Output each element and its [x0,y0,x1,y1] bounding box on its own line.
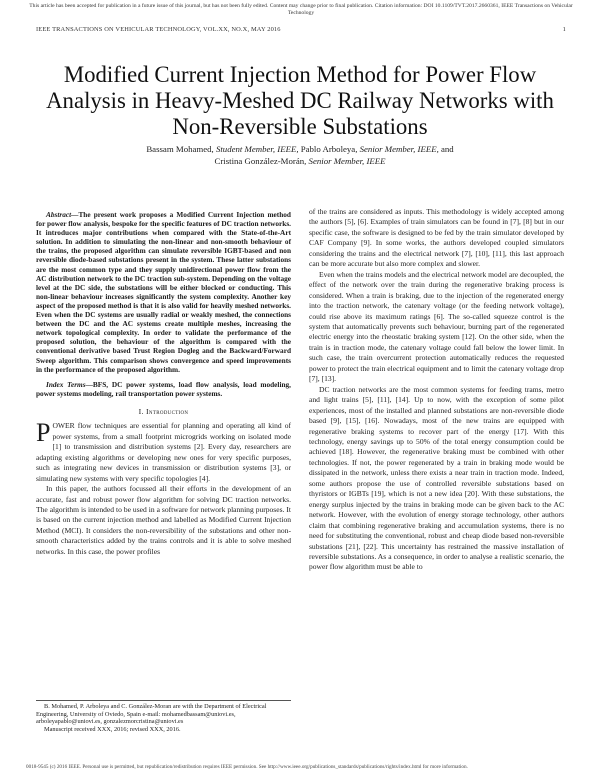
body-paragraph-1: of the trains are considered as inputs. This methodology is widely accepted among the authors [5], [6]. Examples of train simulators can be found in [7], [8] but in our specific case, the software is designed to be fed by the train simulator developed by CAF Company [9]. In some works, the authors developed coupled simulators considering the trains and the electrical network [7], [10], [11], this last approach can be more accurate but also more complex and slower. [309,207,564,269]
footnote-manuscript-dates: Manuscript received XXX, 2016; revised XXX, 2016. [44,726,181,734]
body-paragraph-2: Even when the trains models and the electrical network model are decoupled, the effect of the network over the train during the regenerative braking process is considered. When a train is braking, due to the injection of the regenerated energy into the traction network, the catenary voltage (or the feeding network voltage), could rise above its maximum ratings [6]. The so-called squeeze control is the system that automatically prevents such behaviour, burning part of the regenerated electric energy into the rheostatic braking system [12]. On the other side, when the train is in traction mode, the catenary voltage could fall below the lower limit. In such case, the train overcurrent protection automatically reduces the requested power to protect the train electrical equipment and to limit the catenary voltage drop [7], [13]. [309,269,564,384]
intro-paragraph-1 [36,418,291,484]
footnote-affiliation: B. Mohamed, P. Arboleya and C. González-Moran are with the Department of Electrical Engineering, University of Oviedo, Spain e-mail: mohamedbassam@uniovi.es, arboleyapablo@uniovi.es, gonzalezmorcristina@uniovi.es [36,703,267,726]
body-paragraph-3: DC traction networks are the most common systems for feeding trams, metro and light trains [5], [11], [14]. Up to now, with the exception of some pilot experiences, most of the installed and planned substations are non-reversible diode based [9], [15], [16]. Nowadays, most of the new trains are equipped with regenerative braking systems to recover part of the energy [17]. With this technology, energy savings up to 50% of the total energy consumption could be achieved [18]. However, the regenerative braking must be combined with other technologies. If not, the power regenerated by a train in braking mode would be dissipated in the network, unless there exists a near train in traction mode. Indeed, some authors propose the use of controlled reversible substations based on thyristors or IGBTs [19], which is not a new idea [20]. With these substations, the energy surplus injected by the trains in braking mode can be given back to the AC network. However, with the evolution of energy storage technology, other authors claim that combining regenerative braking and accumulation systems, there is no need for substituting the conventional, robust and cheap diode based non-reversible substations [21], [22]. This uncertainty has restrained the massive installation of reversible substations. As a consequence, in order to analyse a realistic scenario, the power flow algorithm must be able to [309,384,564,572]
author-1-name: Bassam Mohamed, [146,144,214,154]
author-2-name: Pablo Arboleya, [300,144,358,154]
index-terms-text: BFS, DC power systems, load flow analysis, load modeling, power systems modeling, rail transportation power systems. [36,379,292,398]
abstract-text: The present work proposes a Modified Current Injection method for power flow analysis, bespoke for the specific features of DC traction networks. It introduces major contributions when compared with the State-of-the-Art solution. In addition to simulating the non-linear and non-smooth behaviour of the trains, the proposed algorithm can simulate reversible IGBT-based and non reversible diode-based substations present in the system. These latter substations are the most common type and they supply unidirectional power flow from the AC distribution network to the DC traction sub-system. Depending on the voltage level at the DC side, the substations will be either blocked or conducting. This non-linear behaviour increases significantly the system complexity. Another key aspect of the proposed method is that it is also valid for heavily meshed networks. Even when the DC systems are usually radial or weakly meshed, the connections between the DC and the AC systems create multiple meshes, increasing the network topological complexity. In order to validate the performance of the proposed solution, the behaviour of the algorithm is compared with the conventional derivative based Trust Region Dogleg and the Backward/Forward Sweep algorithm. This comparison shows convergence and speed improvements in the performance of the proposed algorithm. [36,210,291,374]
index-terms [36,380,291,398]
author-list [30,144,570,167]
author-2-role: Senior Member, IEEE, [359,144,439,154]
drop-cap: P [36,418,51,448]
author-and: and [440,144,454,154]
index-terms-label: Index Terms— [46,379,93,389]
paper-title: Modified Current Injection Method for Power Flow Analysis in Heavy-Meshed DC Railway Networks with Non-Reversible Substations [46,62,554,139]
acceptance-notice: This article has been accepted for publication in a future issue of this journal, but has not been fully edited. Content may change prior to final publication. Citation information: DOI 10.1109/TVT.2017.2660361, IEEE Transactions on Vehicular Technology [29,3,573,17]
copyright-footer: 0018-9545 (c) 2016 IEEE. Personal use is permitted, but republication/redistribution requires IEEE permission. See http://www.ieee.org/publications_standards/publications/rights/index.html for more information. [26,764,468,770]
journal-info: IEEE TRANSACTIONS ON VEHICULAR TECHNOLOGY, VOL.XX, NO.X, MAY 2016 [36,26,281,33]
author-3-name: Cristina González-Morán, [214,155,307,166]
abstract [36,210,291,374]
author-1-role: Student Member, IEEE, [215,144,299,154]
intro-paragraph-1-text: OWER flow techniques are essential for planning and operating all kind of power systems, from a small footprint microgrids working on isolated mode [1] to transmission and distribution systems [2]. Every day, researchers are adapting existing algorithms or developing new ones for very specific purposes, such as integrating new devices in transmission or distribution systems [3], or simulating new systems with very specific topologies [4]. [36,421,291,483]
author-footnote [36,700,291,734]
abstract-label: Abstract— [46,210,79,219]
section-heading-introduction: I. Introduction [138,406,189,416]
right-column [309,207,564,573]
page-number: 1 [562,26,566,33]
left-column [36,210,291,557]
running-head [36,26,566,33]
intro-paragraph-2: In this paper, the authors focussed all their efforts in the development of an accurate, fast and robust power flow algorithm for solving DC traction networks. The algorithm is intended to be used in a software for network planning purposes. It is based on the current injection method and labelled as Modified Current Injection Method (MCI). It considers the non-reversibility of the substations and other non-smooth characteristics added by the trains controls and it is able to solve meshed networks. In this case, the power profiles [36,484,291,556]
author-3-role: Senior Member, IEEE [308,155,386,166]
